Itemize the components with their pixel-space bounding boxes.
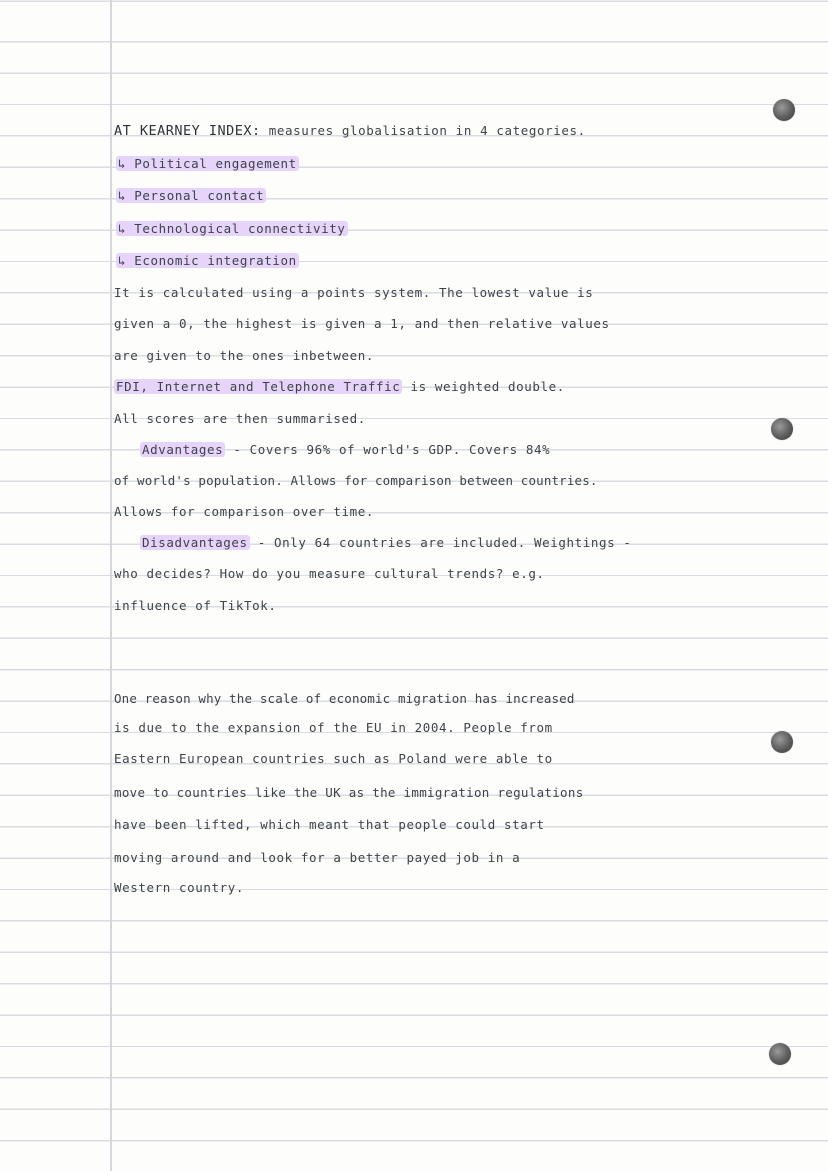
category-item <box>116 186 266 206</box>
advantages-label: Advantages <box>142 442 224 457</box>
kearney-title-line <box>114 121 586 141</box>
weighting-line <box>114 377 565 397</box>
migration-line-3: Eastern European countries such as Poland were able to <box>114 751 553 766</box>
category-item <box>116 154 299 174</box>
kearney-title-rest: measures globalisation in 4 categories. <box>260 123 586 138</box>
disadvantages-line-3: influence of TikTok. <box>114 598 277 613</box>
category-political: ↳ Political engagement <box>118 156 297 171</box>
advantages-line-1 <box>140 440 550 460</box>
migration-line-6: moving around and look for a better payed job in a <box>114 850 521 865</box>
migration-line-4: move to countries like the UK as the immigration regulations <box>114 785 584 800</box>
advantages-line-3: Allows for comparison over time. <box>114 504 375 519</box>
category-item <box>116 219 348 239</box>
method-line-2: given a 0, the highest is given a 1, and then relative values <box>114 316 610 331</box>
punch-hole-4 <box>769 1043 791 1065</box>
kearney-title: AT KEARNEY INDEX: <box>114 123 261 139</box>
disadvantages-label: Disadvantages <box>142 535 248 550</box>
summary-line: All scores are then summarised. <box>114 411 366 426</box>
punch-hole-1 <box>773 99 795 121</box>
margin-line <box>110 0 112 1171</box>
advantages-text-1: - Covers 96% of world's GDP. Covers 84% <box>225 442 551 457</box>
category-personal: ↳ Personal contact <box>118 188 265 203</box>
advantages-line-2: of world's population. Allows for comparison between countries. <box>114 473 598 488</box>
migration-line-1: One reason why the scale of economic migration has increased <box>114 691 575 706</box>
punch-hole-2 <box>771 418 793 440</box>
category-economic: ↳ Economic integration <box>118 253 297 268</box>
disadvantages-line-2: who decides? How do you measure cultural trends? e.g. <box>114 566 545 581</box>
category-item <box>116 251 299 271</box>
weighting-highlight: FDI, Internet and Telephone Traffic <box>116 379 401 394</box>
disadvantages-line-1 <box>140 533 632 553</box>
method-line-1: It is calculated using a points system. The lowest value is <box>114 285 594 300</box>
migration-line-2: is due to the expansion of the EU in 2004. People from <box>114 720 553 735</box>
disadvantages-text-1: - Only 64 countries are included. Weightings - <box>249 535 632 550</box>
method-line-3: are given to the ones inbetween. <box>114 348 375 363</box>
weighting-rest: is weighted double. <box>402 379 565 394</box>
punch-hole-3 <box>771 731 793 753</box>
category-technological: ↳ Technological connectivity <box>118 221 346 236</box>
migration-line-7: Western country. <box>114 880 245 895</box>
migration-line-5: have been lifted, which meant that people could start <box>114 817 545 832</box>
